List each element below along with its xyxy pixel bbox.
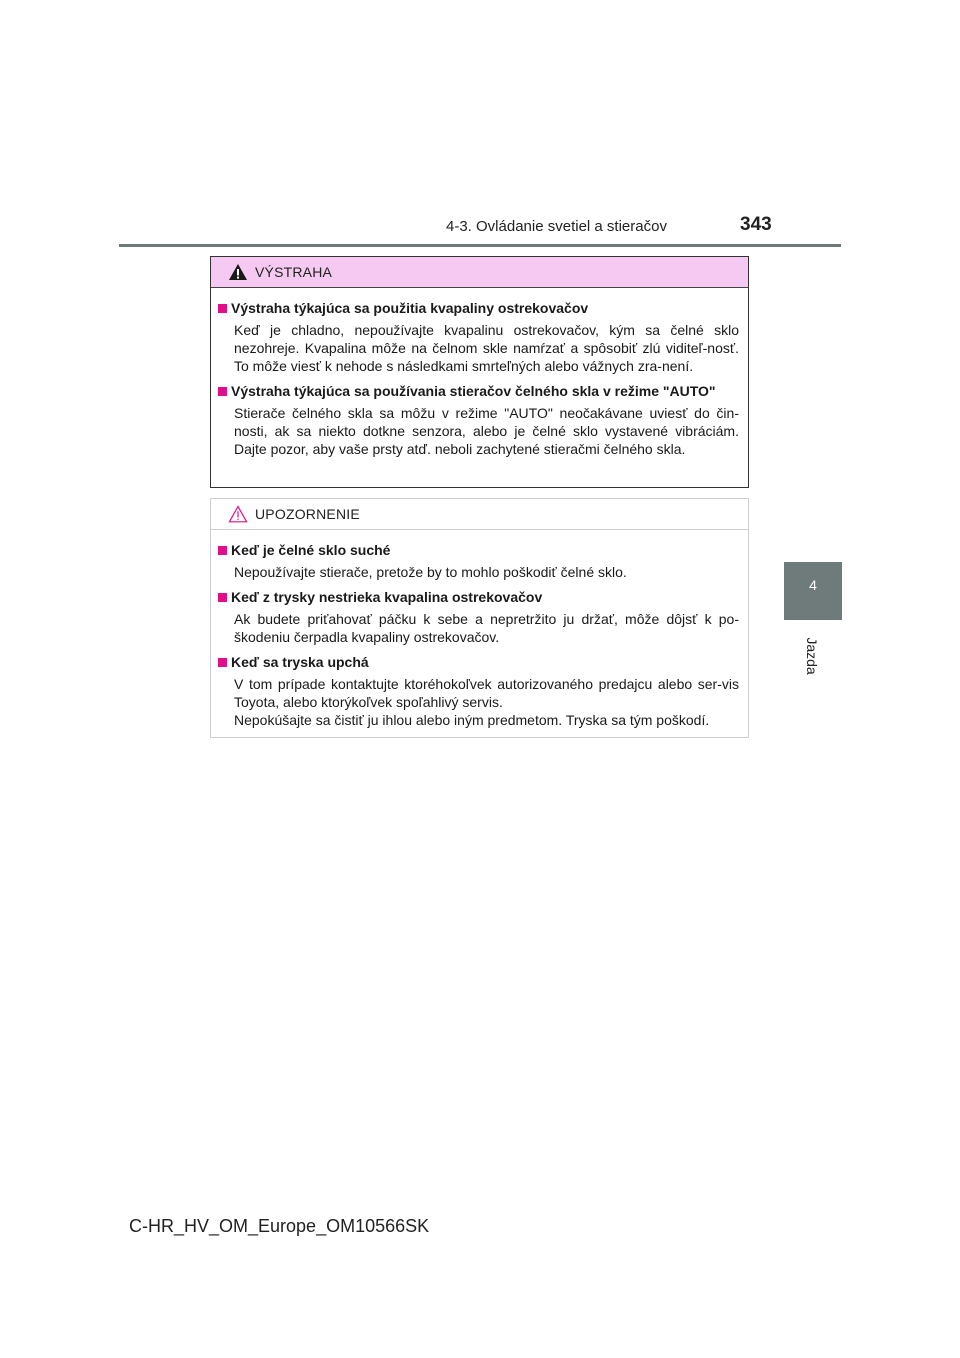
item-heading — [218, 653, 739, 671]
square-bullet-icon — [218, 593, 227, 602]
item-paragraph: V tom prípade kontaktujte ktoréhokoľvek autorizovaného predajcu alebo ser-vis Toyota, alebo ktorýkoľvek spoľahlivý servis. — [234, 676, 739, 710]
section-title: 4-3. Ovládanie svetiel a stieračov — [446, 218, 667, 235]
item-heading-text: Výstraha týkajúca sa použitia kvapaliny ostrekovačov — [231, 300, 589, 316]
item-heading — [218, 299, 739, 317]
warning-box — [210, 256, 749, 488]
chapter-label — [790, 626, 834, 686]
item-paragraph: Ak budete priťahovať páčku k sebe a nepretržito ju držať, môže dôjsť k po-škodeniu čerpadla kvapaliny ostrekovačov. — [234, 611, 739, 645]
item-heading-text: Výstraha týkajúca sa používania stieračov čelného skla v režime "AUTO" — [231, 383, 716, 399]
caution-content — [211, 530, 748, 729]
item-body — [218, 563, 739, 581]
item-body — [218, 404, 739, 458]
square-bullet-icon — [218, 387, 227, 396]
notice-item — [218, 299, 739, 375]
item-paragraph: Keď je chladno, nepoužívajte kvapalinu ostrekovačov, kým sa čelné sklo nezohreje. Kvapalina môže na čelnom skle namŕzať a spôsobiť zlú viditeľ-nosť. To môže viesť k nehode s následkami smrteľných alebo vážnych zra-není. — [234, 322, 739, 374]
item-heading — [218, 588, 739, 606]
header-divider — [119, 244, 841, 247]
item-body — [218, 610, 739, 646]
page-number: 343 — [740, 214, 772, 235]
notice-item — [218, 541, 739, 581]
warning-content — [211, 288, 748, 458]
item-body — [218, 321, 739, 375]
notice-item — [218, 653, 739, 729]
item-heading-text: Keď je čelné sklo suché — [231, 542, 391, 558]
item-paragraph: Stierače čelného skla sa môžu v režime "AUTO" neočakávane uviesť do čin-nosti, ak sa niekto dotkne senzora, alebo je čelné sklo vystavené vibráciám. Dajte pozor, aby vaše prsty atď. neboli zachytené stieračmi čelného skla. — [234, 405, 739, 457]
chapter-tab: 4 — [784, 562, 842, 620]
chapter-label-text: Jazda — [804, 637, 820, 675]
notice-item — [218, 382, 739, 458]
caution-header — [211, 499, 748, 530]
caution-triangle-icon — [228, 505, 248, 523]
item-heading — [218, 382, 739, 400]
caution-title: UPOZORNENIE — [255, 506, 360, 522]
notice-item — [218, 588, 739, 646]
item-heading-text: Keď z trysky nestrieka kvapalina ostrekovačov — [231, 589, 543, 605]
warning-triangle-icon — [228, 263, 248, 281]
item-heading-text: Keď sa tryska upchá — [231, 654, 369, 670]
square-bullet-icon — [218, 658, 227, 667]
square-bullet-icon — [218, 546, 227, 555]
item-paragraph: Nepokúšajte sa čistiť ju ihlou alebo iným predmetom. Tryska sa tým poškodí. — [234, 712, 710, 728]
square-bullet-icon — [218, 304, 227, 313]
item-paragraph: Nepoužívajte stierače, pretože by to mohlo poškodiť čelné sklo. — [234, 564, 627, 580]
warning-title: VÝSTRAHA — [255, 264, 333, 280]
item-body — [218, 675, 739, 729]
warning-header — [211, 257, 748, 288]
item-heading — [218, 541, 739, 559]
document-code: C-HR_HV_OM_Europe_OM10566SK — [129, 1216, 430, 1236]
caution-box — [210, 498, 749, 738]
